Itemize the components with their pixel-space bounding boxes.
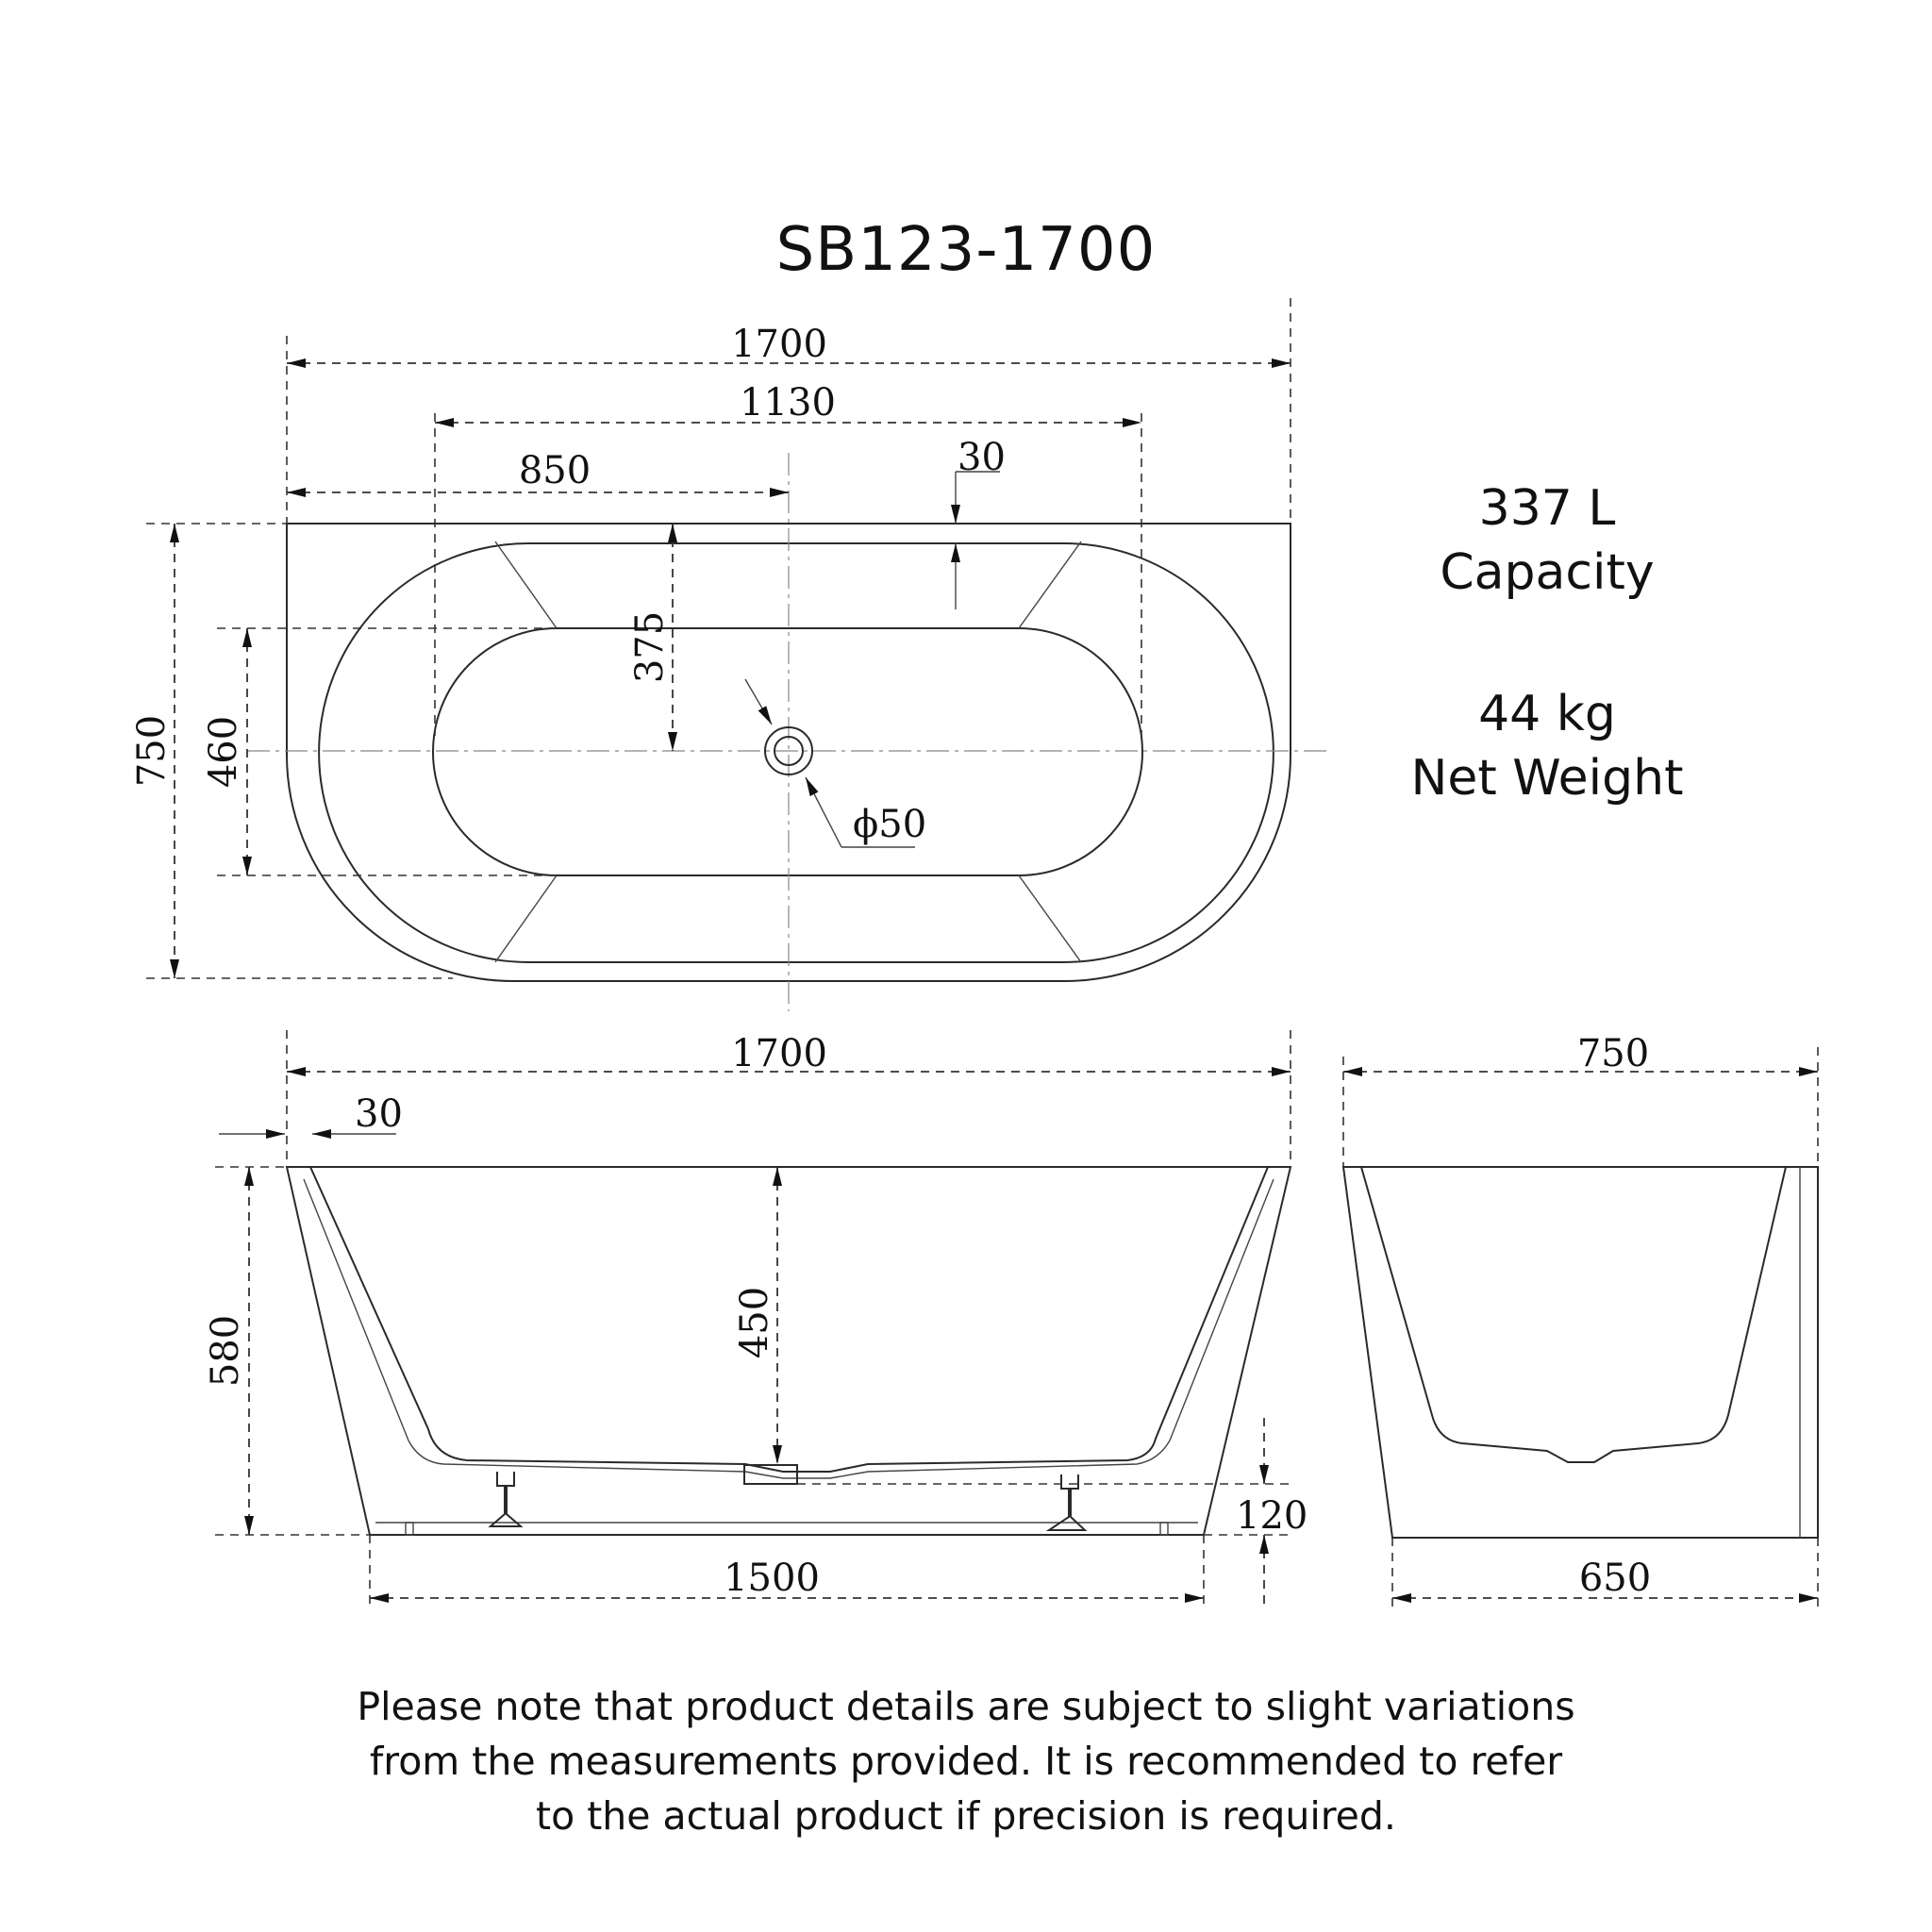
dim-rim-label: 30 (958, 436, 1006, 479)
dim-base-length-label: 1500 (724, 1557, 820, 1600)
weight-value: 44 kg (1478, 686, 1616, 742)
front-base-tab (1160, 1523, 1168, 1535)
front-outer-shell (287, 1167, 1291, 1535)
top-view (130, 298, 1332, 1011)
capacity-label: Capacity (1440, 543, 1655, 601)
dim-leg-height-label: 120 (1236, 1494, 1308, 1538)
note-line-1: Please note that product details are subject to slight variations (357, 1684, 1575, 1729)
dim-overall-width-label: 750 (130, 714, 174, 788)
dim-depth-label: 450 (733, 1286, 776, 1359)
disclaimer-note (211, 1679, 1721, 1843)
drain-dim-arrow-2 (806, 777, 841, 847)
front-inner-basin (310, 1167, 1268, 1472)
note-line-2: from the measurements provided. It is recommended to refer (369, 1739, 1563, 1784)
front-view (204, 1030, 1307, 1609)
dim-front-rim-label: 30 (355, 1092, 403, 1136)
dim-front-length-label: 1700 (731, 1032, 827, 1075)
dim-top-length-label: 1700 (731, 323, 827, 366)
front-foot-left (491, 1472, 521, 1526)
side-inner-basin (1361, 1167, 1786, 1462)
front-base-tab (406, 1523, 413, 1535)
front-drain (744, 1465, 797, 1484)
top-inner-basin (433, 628, 1142, 875)
dim-drain-offset-label: 850 (518, 449, 591, 492)
dim-side-top-label: 750 (1576, 1032, 1650, 1075)
drain-diameter-label: ϕ50 (853, 803, 927, 846)
front-foot-right (1049, 1474, 1085, 1530)
front-inner-wall-right (1170, 1179, 1274, 1441)
dim-half-width-label: 375 (628, 610, 672, 684)
dim-inner-length-label: 1130 (740, 381, 836, 425)
model-title: SB123-1700 (775, 215, 1157, 285)
slope-line-tr (1019, 541, 1081, 628)
weight-label: Net Weight (1410, 749, 1684, 807)
slope-line-br (1019, 875, 1081, 962)
drain-dim-arrow-1 (745, 679, 772, 724)
top-rim-line (319, 543, 1274, 962)
dim-height-label: 580 (204, 1314, 247, 1388)
side-view (1343, 1032, 1818, 1609)
slope-line-tl (495, 541, 557, 628)
slope-line-bl (495, 875, 557, 962)
note-line-3: to the actual product if precision is required. (536, 1793, 1396, 1839)
dim-side-base-label: 650 (1578, 1557, 1652, 1600)
dim-inner-width-label: 460 (202, 715, 245, 789)
capacity-value: 337 L (1478, 480, 1616, 537)
